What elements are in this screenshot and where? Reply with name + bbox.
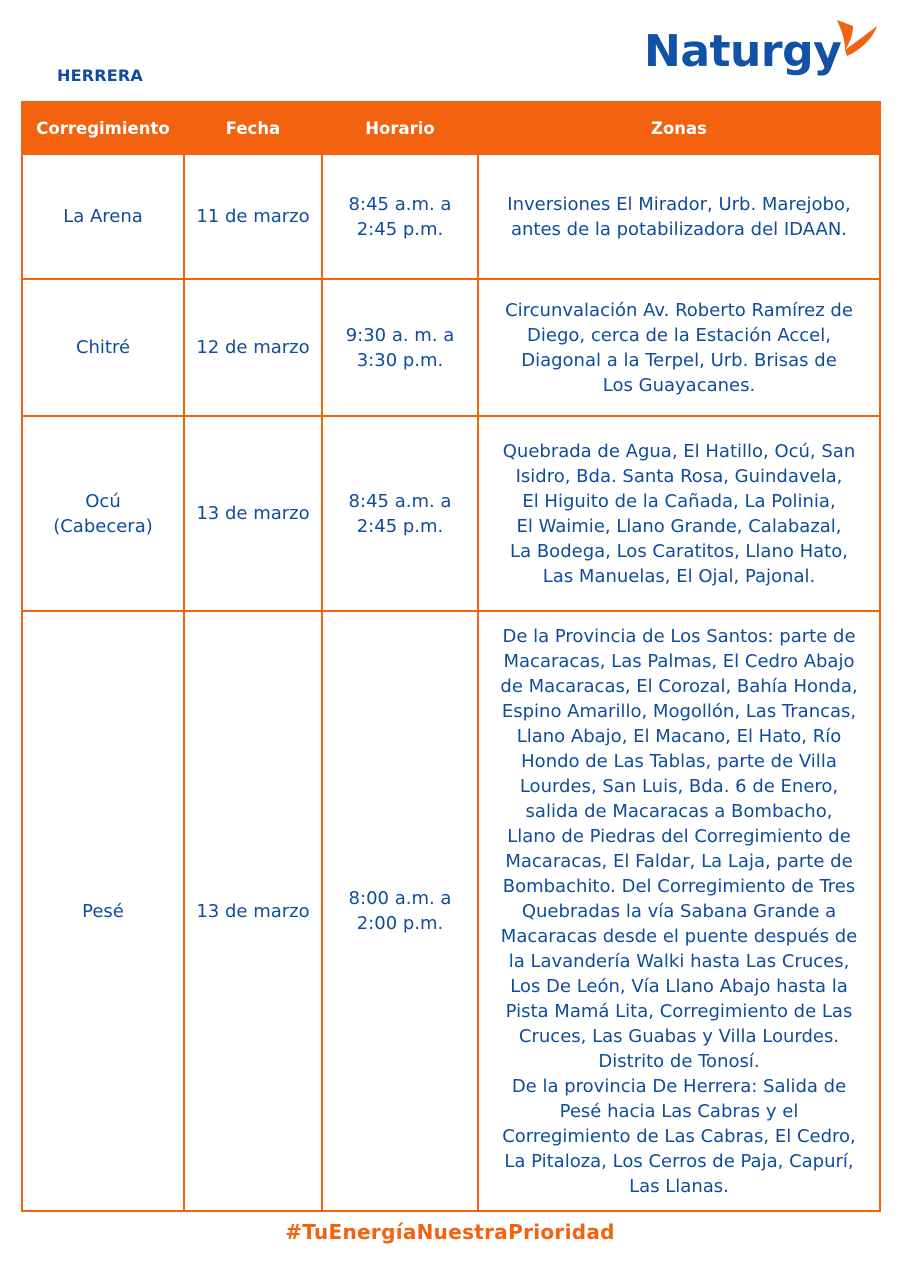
region-title: HERRERA: [57, 66, 143, 85]
header-fecha: Fecha: [184, 102, 322, 154]
butterfly-icon: [831, 16, 881, 66]
cell-fecha: 12 de marzo: [184, 279, 322, 416]
cell-zonas: De la Provincia de Los Santos: parte de Macaracas, Las Palmas, El Cedro Abajo de Macaracas, El Corozal, Bahía Honda, Espino Amarillo, Mogollón, Las Trancas, Llano Abajo, El Macano, El Hato, Río Hondo de Las Tablas, parte de Villa Lourdes, San Luis, Bda. 6 de Enero, salida de Macaracas a Bombacho, Llano de Piedras del Corregimiento de Macaracas, El Faldar, La Laja, parte de Bombachito. Del Corregimiento de Tres Quebradas la vía Sabana Grande a Macaracas desde el puente después de la Lavandería Walki hasta Las Cruces, Los De León, Vía Llano Abajo hasta la Pista Mamá Lita, Corregimiento de Las Cruces, Las Guabas y Villa Lourdes. Distrito de Tonosí. De la provincia De Herrera: Salida de Pesé hacia Las Cabras y el Corregimiento de Las Cabras, El Cedro, La Pitaloza, Los Cerros de Paja, Capurí, Las Llanas.: [478, 611, 880, 1211]
cell-corregimiento: Pesé: [22, 611, 184, 1211]
table-row: [22, 611, 880, 1211]
table-row: [22, 154, 880, 279]
naturgy-logo: [644, 16, 884, 86]
table-row: [22, 279, 880, 416]
table-row: [22, 416, 880, 611]
footer-hashtag: #TuEnergíaNuestraPrioridad: [285, 1220, 615, 1244]
cell-corregimiento: La Arena: [22, 154, 184, 279]
cell-zonas: Quebrada de Agua, El Hatillo, Ocú, San Isidro, Bda. Santa Rosa, Guindavela, El Higuito de la Cañada, La Polinia, El Waimie, Llano Grande, Calabazal, La Bodega, Los Caratitos, Llano Hato, Las Manuelas, El Ojal, Pajonal.: [478, 416, 880, 611]
cell-corregimiento: Ocú (Cabecera): [22, 416, 184, 611]
header-corregimiento: Corregimiento: [22, 102, 184, 154]
cell-fecha: 13 de marzo: [184, 416, 322, 611]
cell-horario: 8:45 a.m. a 2:45 p.m.: [322, 416, 478, 611]
header-zonas: Zonas: [478, 102, 880, 154]
table-header-row: [22, 102, 880, 154]
header-horario: Horario: [322, 102, 478, 154]
schedule-table: [21, 101, 881, 1212]
cell-fecha: 11 de marzo: [184, 154, 322, 279]
cell-fecha: 13 de marzo: [184, 611, 322, 1211]
cell-horario: 9:30 a. m. a 3:30 p.m.: [322, 279, 478, 416]
cell-corregimiento: Chitré: [22, 279, 184, 416]
cell-zonas: Inversiones El Mirador, Urb. Marejobo, antes de la potabilizadora del IDAAN.: [478, 154, 880, 279]
cell-zonas: Circunvalación Av. Roberto Ramírez de Diego, cerca de la Estación Accel, Diagonal a la Terpel, Urb. Brisas de Los Guayacanes.: [478, 279, 880, 416]
cell-horario: 8:45 a.m. a 2:45 p.m.: [322, 154, 478, 279]
logo-wordmark: Naturgy: [644, 26, 842, 77]
cell-horario: 8:00 a.m. a 2:00 p.m.: [322, 611, 478, 1211]
